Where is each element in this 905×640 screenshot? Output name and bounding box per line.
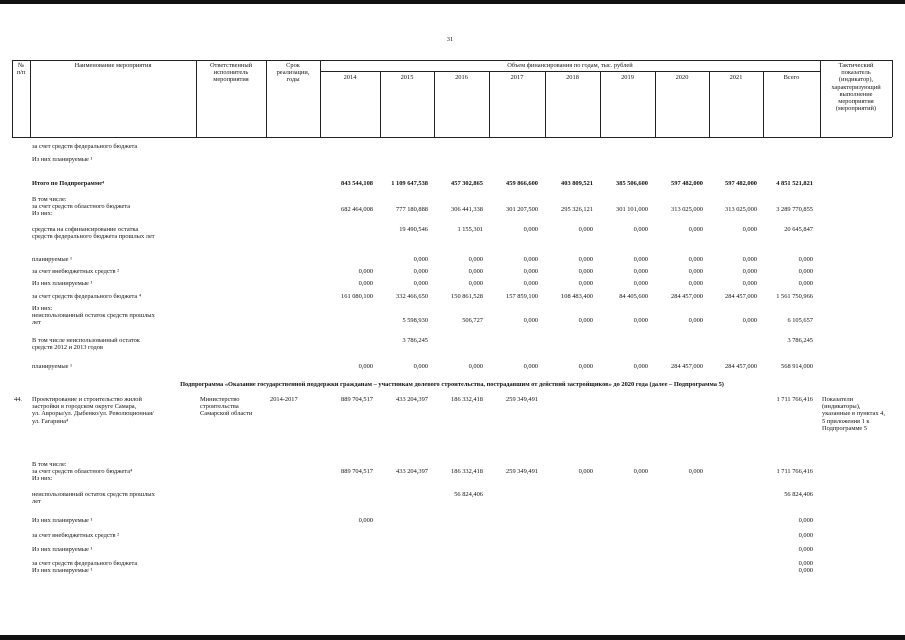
row-label: за счет средств федерального бюджета <box>32 143 138 150</box>
item-44-name: Проектирование и строительство жилой застройки в городском округе Самара, ул. Авроры/ул. Дыбенко/ул. Революционная/ ул. Гагарина⁴ <box>32 396 154 425</box>
item-44-indicator: Показатели (индикаторы), указанные в пунктах 4, 5 приложения 1 к Подпрограмме 5 <box>822 396 885 432</box>
row-value-2017: 259 349,491 <box>506 468 538 475</box>
row-value-2016: 457 302,865 <box>451 180 483 187</box>
row-value-2015: 5 598,930 <box>402 317 428 324</box>
item-44-value-2015: 433 204,397 <box>396 396 428 403</box>
header-year-3: 2017 <box>510 74 524 81</box>
row-value-2014: 682 464,008 <box>341 206 373 213</box>
row-value-2018: 108 483,400 <box>561 293 593 300</box>
row-value-2020: 597 482,000 <box>671 180 703 187</box>
row-value-2016: 0,000 <box>468 268 483 275</box>
row-label: В том числе: за счет средств областного бюджета⁴ Из них: <box>32 461 133 483</box>
row-value-2019: 0,000 <box>633 363 648 370</box>
row-value-2015: 0,000 <box>413 256 428 263</box>
row-value-2016: 0,000 <box>468 280 483 287</box>
row-value-Всего: 568 914,000 <box>781 363 813 370</box>
row-value-2021: 284 457,000 <box>725 293 757 300</box>
row-value-2019: 0,000 <box>633 226 648 233</box>
row-value-2018: 0,000 <box>578 363 593 370</box>
row-value-2014: 0,000 <box>358 363 373 370</box>
item-44-value-2014: 889 704,517 <box>341 396 373 403</box>
row-value-2021: 597 482,000 <box>725 180 757 187</box>
row-value-2016: 506,727 <box>462 317 483 324</box>
row-label: за счет средств федерального бюджета Из них планируемые ¹ <box>32 560 138 575</box>
row-value-Всего: 1 711 766,416 <box>776 468 813 475</box>
row-value-2019: 0,000 <box>633 256 648 263</box>
row-value-2014: 0,000 <box>358 268 373 275</box>
row-value-Всего: 3 289 770,855 <box>776 206 813 213</box>
row-value-2017: 0,000 <box>523 226 538 233</box>
row-value-2019: 385 506,600 <box>616 180 648 187</box>
row-label: Из них планируемые ¹ <box>32 517 93 524</box>
row-value-2020: 0,000 <box>688 468 703 475</box>
item-44-term: 2014-2017 <box>270 396 298 403</box>
row-value-2014: 843 544,108 <box>341 180 373 187</box>
header-year-4: 2018 <box>566 74 579 81</box>
row-value-2016: 1 155,301 <box>457 226 483 233</box>
row-value-Всего: 6 105,657 <box>787 317 813 324</box>
row-value-2015: 433 204,397 <box>396 468 428 475</box>
row-value-2014: 0,000 <box>358 517 373 524</box>
item-44-value-2016: 186 332,418 <box>451 396 483 403</box>
header-name: Наименование мероприятия <box>74 62 152 69</box>
row-value-2021: 0,000 <box>742 256 757 263</box>
row-value-2015: 0,000 <box>413 363 428 370</box>
row-value-2014: 889 704,517 <box>341 468 373 475</box>
row-label: за счет внебюджетных средств ² <box>32 532 119 539</box>
header-year-2: 2016 <box>455 74 468 81</box>
header-responsible: Ответственный исполнитель мероприятия <box>209 62 253 84</box>
row-value-2019: 0,000 <box>633 317 648 324</box>
row-label: за счет внебюджетных средств ² <box>32 268 119 275</box>
row-value-Всего: 0,000 0,000 <box>798 560 813 575</box>
row-value-2020: 0,000 <box>688 226 703 233</box>
item-44-value-Всего: 1 711 766,416 <box>776 396 813 403</box>
row-label: Из них планируемые ¹ <box>32 280 93 287</box>
row-value-Всего: 0,000 <box>798 280 813 287</box>
row-value-Всего: 56 824,406 <box>784 491 813 498</box>
row-value-2018: 0,000 <box>578 317 593 324</box>
row-value-2019: 0,000 <box>633 280 648 287</box>
row-value-2020: 313 025,000 <box>671 206 703 213</box>
row-value-2017: 0,000 <box>523 363 538 370</box>
row-value-Всего: 0,000 <box>798 517 813 524</box>
row-value-Всего: 0,000 <box>798 256 813 263</box>
row-value-2021: 0,000 <box>742 226 757 233</box>
header-year-5: 2019 <box>621 74 634 81</box>
header-year-7: 2021 <box>729 74 743 81</box>
row-value-2015: 3 786,245 <box>402 337 428 344</box>
row-value-Всего: 4 851 521,821 <box>776 180 813 187</box>
header-financing: Объем финансирования по годам, тыс. рублей <box>507 62 633 69</box>
row-value-2018: 403 809,521 <box>561 180 593 187</box>
row-value-2021: 284 457,000 <box>725 363 757 370</box>
row-value-2015: 0,000 <box>413 280 428 287</box>
row-label: В том числе: за счет средств областного бюджета Из них: <box>32 196 131 218</box>
row-value-2020: 0,000 <box>688 256 703 263</box>
row-value-2017: 0,000 <box>523 256 538 263</box>
row-value-2017: 0,000 <box>523 280 538 287</box>
row-value-2018: 0,000 <box>578 468 593 475</box>
row-label: планируемые ¹ <box>32 256 73 263</box>
row-value-2017: 157 859,100 <box>506 293 538 300</box>
item-44-num: 44. <box>14 396 22 403</box>
subprogram-title: Подпрограмма «Оказание государственной поддержки гражданам – участникам долевого строительства, пострадавшим от действий застройщиков» до 2020 года (далее – Подпрограмма 5) <box>180 381 724 388</box>
row-value-2015: 332 466,650 <box>396 293 428 300</box>
row-value-2018: 0,000 <box>578 256 593 263</box>
row-value-2021: 0,000 <box>742 268 757 275</box>
row-value-2020: 0,000 <box>688 317 703 324</box>
row-label: Из них: неиспользованный остаток средств прошлых лет <box>32 305 155 327</box>
row-value-2017: 301 207,500 <box>506 206 538 213</box>
row-value-2015: 1 109 647,538 <box>391 180 428 187</box>
row-value-2015: 777 180,888 <box>396 206 428 213</box>
row-value-Всего: 20 645,847 <box>784 226 813 233</box>
row-value-2019: 301 101,000 <box>616 206 648 213</box>
row-value-2021: 313 025,000 <box>725 206 757 213</box>
row-value-2016: 150 861,528 <box>451 293 483 300</box>
row-label: средства на софинансирование остатка средств федерального бюджета прошлых лет <box>32 226 155 241</box>
page-number: 31 <box>446 36 454 43</box>
row-value-Всего: 0,000 <box>798 268 813 275</box>
row-value-2021: 0,000 <box>742 280 757 287</box>
top-rule <box>0 0 905 4</box>
row-value-2016: 56 824,406 <box>454 491 483 498</box>
row-label: за счет средств федерального бюджета ⁴ <box>32 293 142 300</box>
row-label: В том числе неиспользованный остаток средств 2012 и 2013 годов <box>32 337 140 352</box>
row-label: неиспользованный остаток средств прошлых лет <box>32 491 155 506</box>
header-year-6: 2020 <box>675 74 689 81</box>
row-value-2019: 84 405,600 <box>619 293 648 300</box>
header-year-0: 2014 <box>343 74 357 81</box>
row-value-2019: 0,000 <box>633 268 648 275</box>
header-num: № п/п <box>16 62 26 77</box>
row-value-2014: 0,000 <box>358 280 373 287</box>
row-value-2018: 0,000 <box>578 226 593 233</box>
row-value-2018: 0,000 <box>578 280 593 287</box>
row-value-2020: 284 457,000 <box>671 293 703 300</box>
row-value-2018: 295 326,121 <box>561 206 593 213</box>
row-value-Всего: 0,000 <box>798 546 813 553</box>
header-year-1: 2015 <box>400 74 414 81</box>
row-label: Из них планируемые ¹ <box>32 156 93 163</box>
row-value-2014: 161 080,100 <box>341 293 373 300</box>
row-value-2020: 0,000 <box>688 280 703 287</box>
row-value-Всего: 0,000 <box>798 532 813 539</box>
row-label: Из них планируемые ¹ <box>32 546 93 553</box>
header-term: Срок реализации, годы <box>276 62 310 84</box>
row-value-Всего: 3 786,245 <box>787 337 813 344</box>
item-44-value-2017: 259 349,491 <box>506 396 538 403</box>
row-value-2016: 0,000 <box>468 256 483 263</box>
header-year-8: Всего <box>783 74 800 81</box>
row-value-2021: 0,000 <box>742 317 757 324</box>
row-value-2015: 0,000 <box>413 268 428 275</box>
row-value-2016: 306 441,338 <box>451 206 483 213</box>
bottom-rule <box>0 635 905 640</box>
header-indicator: Тактический показатель (индикатор), характеризующий выполнение мероприятия (мероприятий) <box>831 62 881 113</box>
row-value-Всего: 1 561 750,966 <box>776 293 813 300</box>
row-value-2016: 186 332,418 <box>451 468 483 475</box>
row-value-2017: 459 866,600 <box>506 180 538 187</box>
row-value-2017: 0,000 <box>523 317 538 324</box>
row-value-2016: 0,000 <box>468 363 483 370</box>
item-44-responsible: Министерство строительства Самарской области <box>200 396 253 418</box>
row-value-2017: 0,000 <box>523 268 538 275</box>
row-value-2020: 0,000 <box>688 268 703 275</box>
row-value-2015: 19 490,546 <box>399 226 428 233</box>
row-label: Итого по Подпрограмме⁴ <box>32 180 104 187</box>
row-value-2019: 0,000 <box>633 468 648 475</box>
row-value-2018: 0,000 <box>578 268 593 275</box>
row-value-2020: 284 457,000 <box>671 363 703 370</box>
row-label: планируемые ¹ <box>32 363 73 370</box>
